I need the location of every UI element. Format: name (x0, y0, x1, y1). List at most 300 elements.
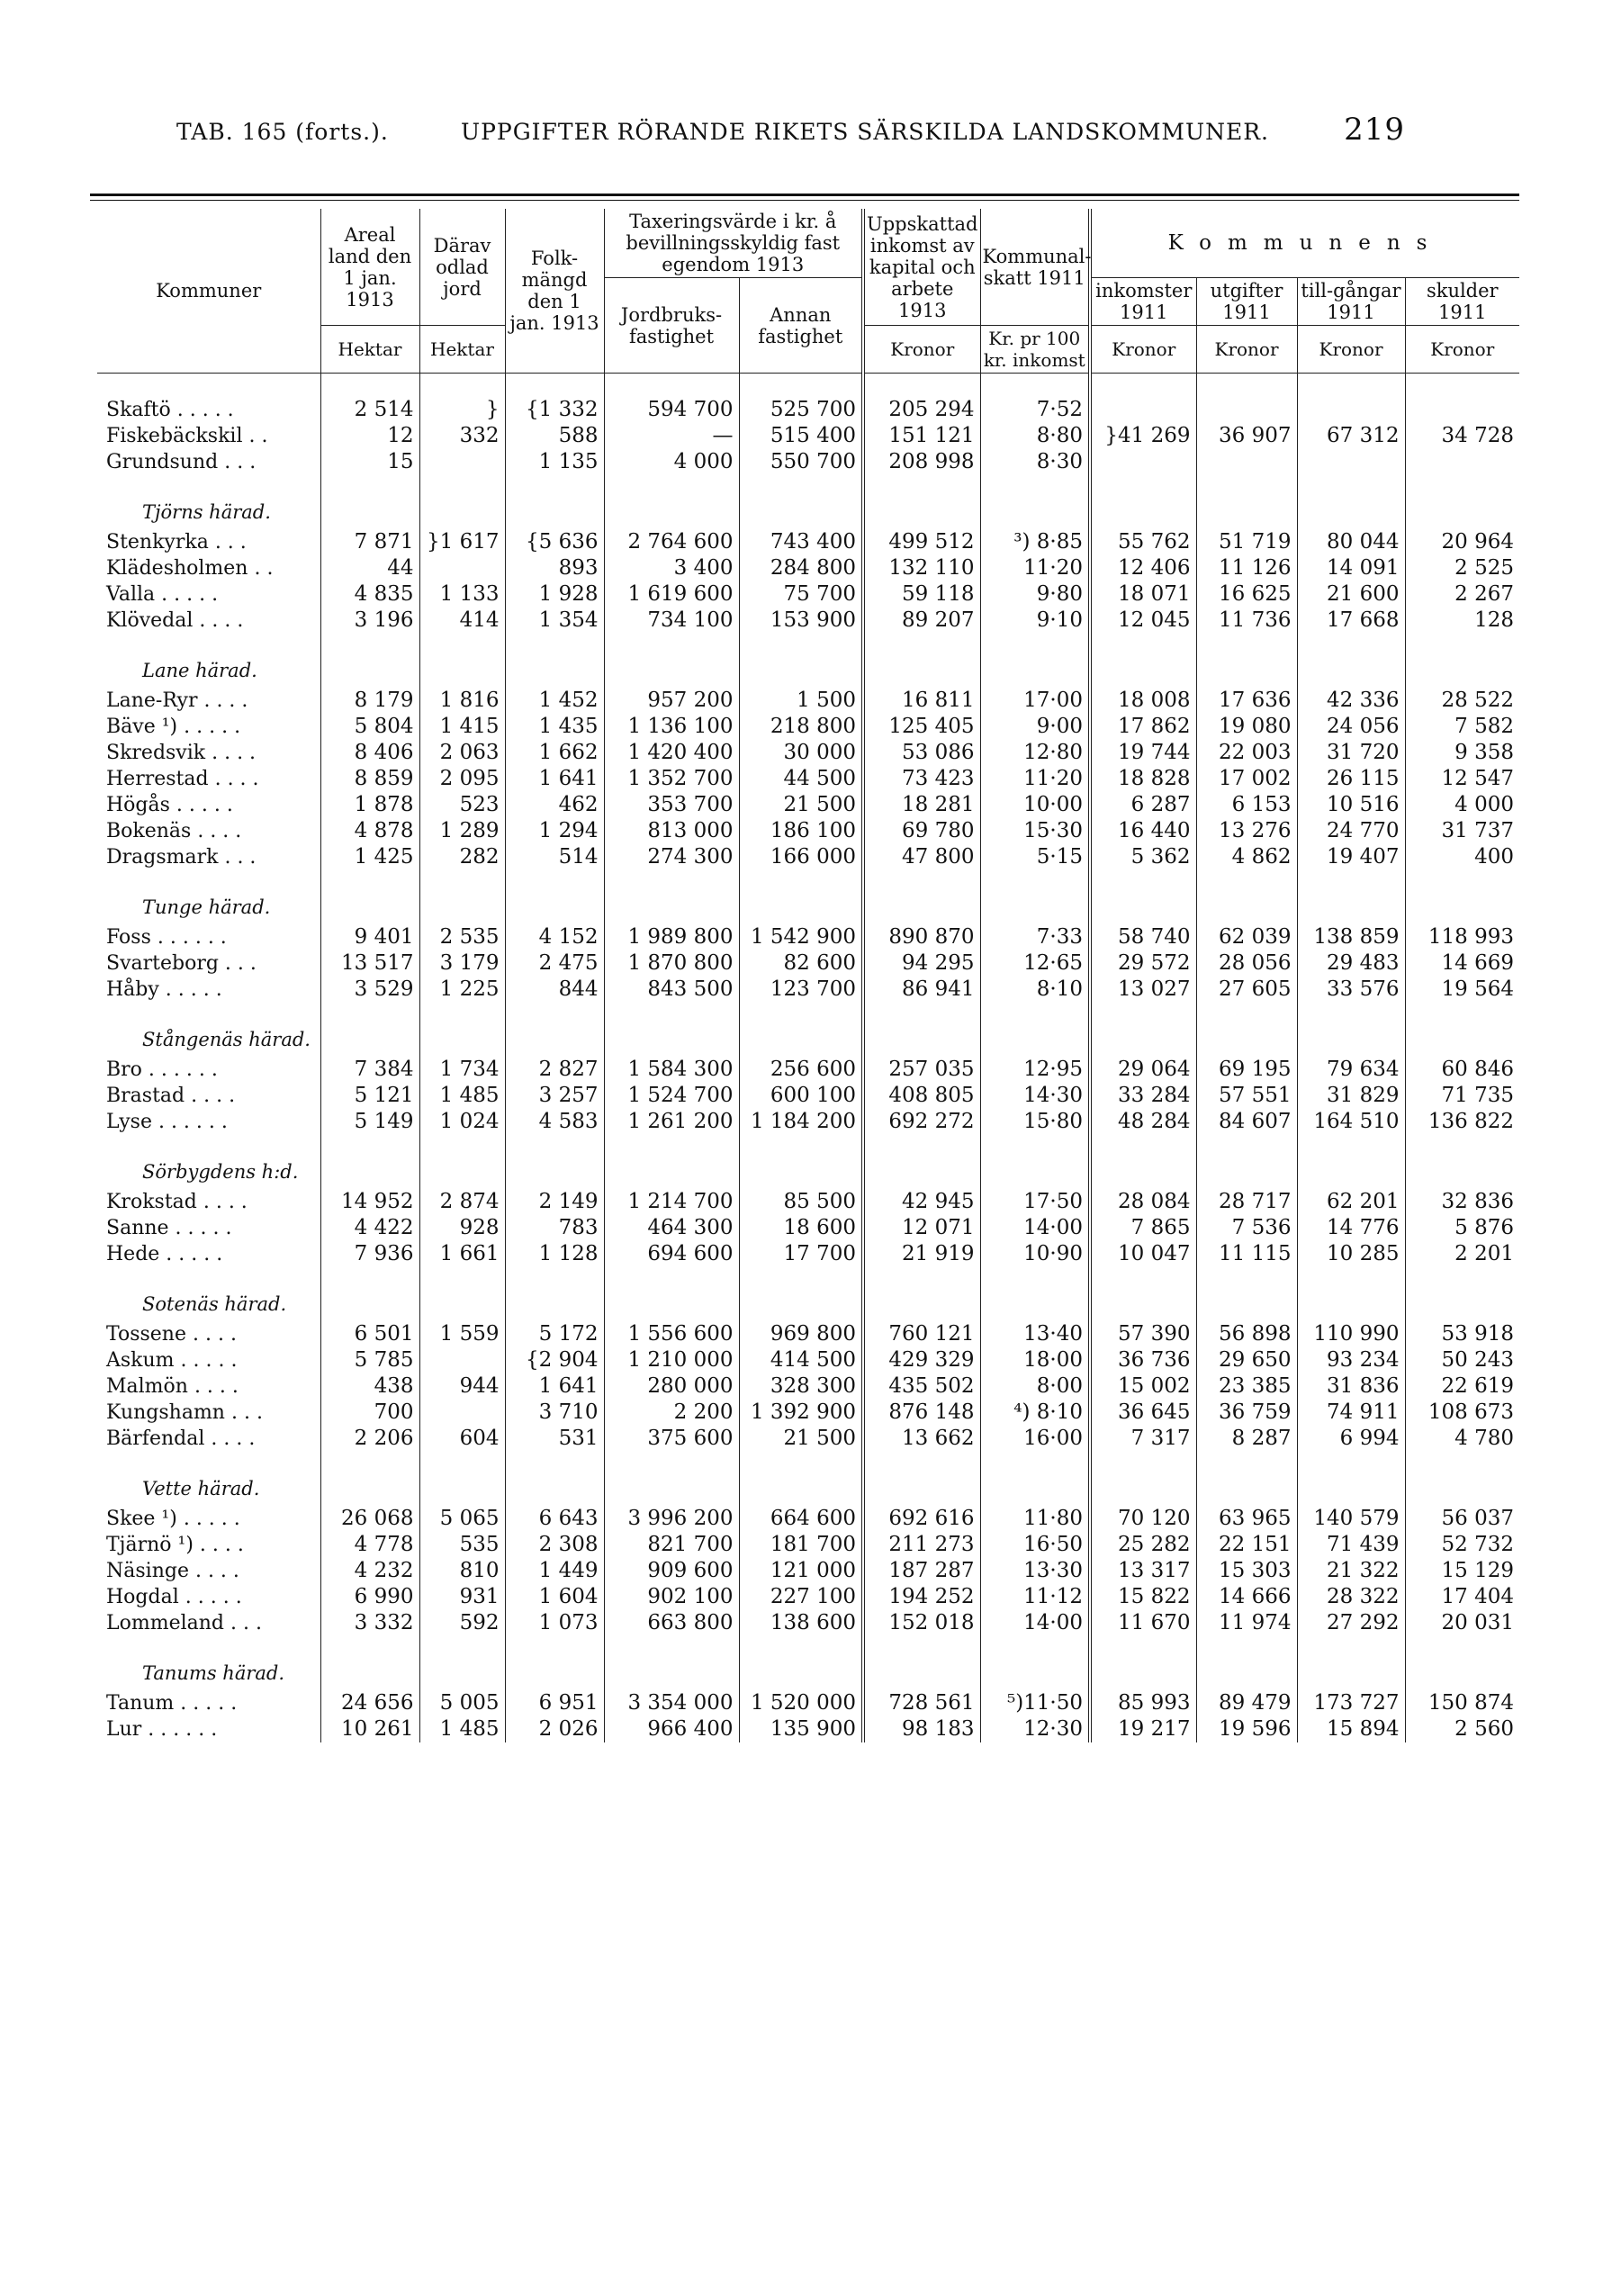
col-tax-group: Taxeringsvärde i kr. å bevillningsskyldig fast egendom 1913 (604, 209, 863, 278)
cell-jord: 2 764 600 (604, 529, 739, 555)
cell-utg (1196, 397, 1297, 423)
cell-areal: 7 871 (320, 529, 419, 555)
cell-utg: 16 625 (1196, 581, 1297, 608)
cell-skatt: 14·00 (980, 1215, 1090, 1241)
cell-folk: 1 135 (505, 449, 604, 475)
cell-skuld: 32 836 (1405, 1189, 1519, 1215)
cell-utg: 28 717 (1196, 1189, 1297, 1215)
cell-uppsk: 257 035 (863, 1057, 980, 1083)
cell-areal: 1 425 (320, 844, 419, 870)
cell-areal: 24 656 (320, 1690, 419, 1716)
cell-utg (1196, 449, 1297, 475)
district-filler (320, 1003, 419, 1057)
cell-ink: 19 744 (1090, 740, 1196, 766)
col-kommunens (1090, 209, 1519, 278)
spacer-cell (863, 374, 980, 398)
district-row (97, 1003, 1519, 1057)
cell-uppsk: 47 800 (863, 844, 980, 870)
col-jord: Jordbruks-fastighet (604, 278, 739, 374)
cell-utg: 7 536 (1196, 1215, 1297, 1241)
cell-folk: 2 475 (505, 950, 604, 977)
cell-areal: 5 785 (320, 1347, 419, 1373)
district-filler (863, 870, 980, 924)
district-filler (863, 1003, 980, 1057)
cell-annan: 743 400 (739, 529, 863, 555)
kommun-name: Malmön . . . . (106, 1375, 239, 1398)
cell-skuld: 22 619 (1405, 1373, 1519, 1400)
district-filler (505, 634, 604, 688)
cell-areal: 8 859 (320, 766, 419, 792)
table-row (97, 818, 1519, 844)
cell-odlad: 928 (419, 1215, 505, 1241)
cell-ink: 15 822 (1090, 1584, 1196, 1610)
district-filler (863, 1452, 980, 1506)
kommun-name: Skee ¹) . . . . . (106, 1508, 240, 1530)
cell-skatt: 10·90 (980, 1241, 1090, 1267)
kommun-name: Bäve ¹) . . . . . (106, 716, 241, 738)
cell-annan: 550 700 (739, 449, 863, 475)
district-filler (980, 1267, 1090, 1321)
district-filler (1090, 475, 1196, 529)
cell-folk: 1 449 (505, 1558, 604, 1584)
spacer-cell (739, 374, 863, 398)
cell-uppsk: 408 805 (863, 1083, 980, 1109)
cell-areal: 5 121 (320, 1083, 419, 1109)
cell-jord: 843 500 (604, 977, 739, 1003)
header-rule (90, 194, 1519, 196)
district-filler (863, 1267, 980, 1321)
cell-folk: {2 904 (505, 1347, 604, 1373)
district-row (97, 634, 1519, 688)
cell-areal: 26 068 (320, 1506, 419, 1532)
cell-annan: 218 800 (739, 714, 863, 740)
cell-odlad: }1 617 (419, 529, 505, 555)
cell-folk: 588 (505, 423, 604, 449)
kommun-name: Näsinge . . . . (106, 1560, 239, 1582)
cell-skatt: 15·80 (980, 1109, 1090, 1135)
cell-annan: 138 600 (739, 1610, 863, 1636)
kommun-name: Högås . . . . . (106, 794, 233, 816)
kommun-name: Hogdal . . . . . (106, 1586, 242, 1608)
col-annan: Annan fastighet (739, 278, 863, 374)
district-filler (320, 1636, 419, 1690)
cell-uppsk: 89 207 (863, 608, 980, 634)
cell-skatt: 17·50 (980, 1189, 1090, 1215)
cell-utg: 57 551 (1196, 1083, 1297, 1109)
cell-utg: 8 287 (1196, 1426, 1297, 1452)
col-utg: utgifter 1911 (1196, 278, 1297, 326)
cell-utg: 14 666 (1196, 1584, 1297, 1610)
cell-odlad: 1 133 (419, 581, 505, 608)
cell-skatt: 15·30 (980, 818, 1090, 844)
cell-till: 21 600 (1297, 581, 1405, 608)
cell-areal: 438 (320, 1373, 419, 1400)
district-filler (1405, 1452, 1519, 1506)
cell-skuld: 150 874 (1405, 1690, 1519, 1716)
district-filler (505, 870, 604, 924)
cell-ink: 57 390 (1090, 1321, 1196, 1347)
cell-ink: 13 317 (1090, 1558, 1196, 1584)
district-filler (1297, 1003, 1405, 1057)
table-label: TAB. 165 (forts.). (176, 119, 389, 145)
cell-annan: 525 700 (739, 397, 863, 423)
cell-jord: 1 214 700 (604, 1189, 739, 1215)
cell-odlad: 1 289 (419, 818, 505, 844)
table-row (97, 1373, 1519, 1400)
kommunens-label: Kommunens (1167, 231, 1444, 255)
cell-folk: 844 (505, 977, 604, 1003)
district-filler (1405, 475, 1519, 529)
cell-uppsk: 187 287 (863, 1558, 980, 1584)
cell-uppsk: 13 662 (863, 1426, 980, 1452)
cell-jord: 957 200 (604, 688, 739, 714)
cell-skatt: 16·50 (980, 1532, 1090, 1558)
cell-till: 6 994 (1297, 1426, 1405, 1452)
cell-jord: 375 600 (604, 1426, 739, 1452)
spacer-cell (419, 374, 505, 398)
kommun-name: Bokenäs . . . . (106, 820, 242, 842)
cell-utg: 19 596 (1196, 1716, 1297, 1742)
cell-utg: 69 195 (1196, 1057, 1297, 1083)
cell-jord: 1 870 800 (604, 950, 739, 977)
spacer-cell (320, 374, 419, 398)
cell-skuld: 60 846 (1405, 1057, 1519, 1083)
district-name: Lane härad. (142, 660, 257, 681)
header-row (97, 209, 1519, 278)
cell-folk: 1 294 (505, 818, 604, 844)
district-row (97, 1267, 1519, 1321)
page-number: 219 (1344, 112, 1405, 148)
spacer-cell (1297, 374, 1405, 398)
kommun-name: Sanne . . . . . (106, 1217, 232, 1239)
cell-jord: 1 989 800 (604, 924, 739, 950)
cell-jord: 902 100 (604, 1584, 739, 1610)
kommun-name: Tanum . . . . . (106, 1692, 238, 1715)
table-row (97, 1558, 1519, 1584)
cell-skatt: 8·80 (980, 423, 1090, 449)
kommun-name: Krokstad . . . . (106, 1191, 248, 1213)
cell-areal: 6 501 (320, 1321, 419, 1347)
district-filler (1196, 1135, 1297, 1189)
district-filler (419, 475, 505, 529)
cell-uppsk: 69 780 (863, 818, 980, 844)
cell-annan: 44 500 (739, 766, 863, 792)
cell-skatt: 5·15 (980, 844, 1090, 870)
spacer-cell (1196, 374, 1297, 398)
cell-folk: {1 332 (505, 397, 604, 423)
cell-annan: 1 392 900 (739, 1400, 863, 1426)
cell-odlad: 1 734 (419, 1057, 505, 1083)
cell-utg: 11 974 (1196, 1610, 1297, 1636)
cell-skuld: 34 728 (1405, 423, 1519, 449)
district-filler (1405, 1636, 1519, 1690)
cell-annan: 186 100 (739, 818, 863, 844)
district-filler (1090, 1135, 1196, 1189)
cell-utg: 63 965 (1196, 1506, 1297, 1532)
district-filler (739, 475, 863, 529)
cell-folk: 1 354 (505, 608, 604, 634)
cell-uppsk: 194 252 (863, 1584, 980, 1610)
cell-till: 14 091 (1297, 555, 1405, 581)
cell-till: 26 115 (1297, 766, 1405, 792)
cell-utg: 51 719 (1196, 529, 1297, 555)
cell-jord: 694 600 (604, 1241, 739, 1267)
cell-areal: 8 179 (320, 688, 419, 714)
cell-utg: 62 039 (1196, 924, 1297, 950)
cell-skuld: 56 037 (1405, 1506, 1519, 1532)
cell-jord: 594 700 (604, 397, 739, 423)
table-row (97, 397, 1519, 423)
table-row (97, 1506, 1519, 1532)
cell-uppsk: 435 502 (863, 1373, 980, 1400)
kommun-name: Tjärnö ¹) . . . . (106, 1534, 244, 1556)
district-filler (980, 1636, 1090, 1690)
cell-odlad: 1 661 (419, 1241, 505, 1267)
cell-skuld: 20 031 (1405, 1610, 1519, 1636)
header-rule-thin (90, 200, 1519, 201)
cell-skatt: 14·30 (980, 1083, 1090, 1109)
district-filler (1405, 1003, 1519, 1057)
cell-areal: 2 514 (320, 397, 419, 423)
cell-skuld: 71 735 (1405, 1083, 1519, 1109)
cell-skatt: 18·00 (980, 1347, 1090, 1373)
cell-uppsk: 429 329 (863, 1347, 980, 1373)
district-filler (320, 870, 419, 924)
cell-utg: 23 385 (1196, 1373, 1297, 1400)
cell-till: 10 516 (1297, 792, 1405, 818)
cell-odlad: 332 (419, 423, 505, 449)
district-filler (980, 1135, 1090, 1189)
cell-odlad: 2 874 (419, 1189, 505, 1215)
district-name: Tunge härad. (142, 896, 271, 918)
col-folk: Folk-mängd den 1 jan. 1913 (505, 209, 604, 374)
cell-areal: 9 401 (320, 924, 419, 950)
cell-ink: 29 064 (1090, 1057, 1196, 1083)
district-filler (1297, 1135, 1405, 1189)
cell-skatt: 11·20 (980, 555, 1090, 581)
cell-odlad: 1 816 (419, 688, 505, 714)
spacer-cell (1405, 374, 1519, 398)
district-name: Sörbygdens h:d. (142, 1161, 299, 1183)
district-filler (1090, 1267, 1196, 1321)
cell-utg: 11 115 (1196, 1241, 1297, 1267)
cell-skuld: 400 (1405, 844, 1519, 870)
cell-utg: 28 056 (1196, 950, 1297, 977)
cell-odlad: 944 (419, 1373, 505, 1400)
cell-folk: 893 (505, 555, 604, 581)
cell-till: 31 720 (1297, 740, 1405, 766)
cell-till: 138 859 (1297, 924, 1405, 950)
cell-ink: 18 008 (1090, 688, 1196, 714)
cell-till: 93 234 (1297, 1347, 1405, 1373)
spacer-cell (1090, 374, 1196, 398)
cell-areal: 6 990 (320, 1584, 419, 1610)
cell-areal: 5 804 (320, 714, 419, 740)
cell-annan: 328 300 (739, 1373, 863, 1400)
district-filler (320, 475, 419, 529)
cell-folk: 6 643 (505, 1506, 604, 1532)
cell-areal: 12 (320, 423, 419, 449)
cell-jord: 663 800 (604, 1610, 739, 1636)
cell-folk: 4 583 (505, 1109, 604, 1135)
kommun-name: Skredsvik . . . . (106, 742, 257, 764)
cell-skatt: 10·00 (980, 792, 1090, 818)
cell-folk: 1 662 (505, 740, 604, 766)
cell-jord: 464 300 (604, 1215, 739, 1241)
cell-till: 17 668 (1297, 608, 1405, 634)
table-row (97, 714, 1519, 740)
cell-folk: 1 073 (505, 1610, 604, 1636)
cell-skuld: 2 267 (1405, 581, 1519, 608)
cell-skuld: 2 201 (1405, 1241, 1519, 1267)
cell-odlad: 592 (419, 1610, 505, 1636)
cell-ink (1090, 397, 1196, 423)
cell-annan: 75 700 (739, 581, 863, 608)
kommun-name: Herrestad . . . . (106, 768, 259, 790)
district-row (97, 1636, 1519, 1690)
table-row (97, 1321, 1519, 1347)
table-row (97, 423, 1519, 449)
cell-skatt: 13·40 (980, 1321, 1090, 1347)
cell-ink: 29 572 (1090, 950, 1196, 977)
cell-till: 21 322 (1297, 1558, 1405, 1584)
cell-odlad: 5 065 (419, 1506, 505, 1532)
spacer-cell (980, 374, 1090, 398)
kommun-name: Skaftö . . . . . (106, 399, 234, 421)
district-filler (1196, 634, 1297, 688)
cell-till: 24 770 (1297, 818, 1405, 844)
page-header (176, 112, 1405, 164)
cell-odlad: 1 024 (419, 1109, 505, 1135)
cell-skatt: 7·33 (980, 924, 1090, 950)
cell-uppsk: 12 071 (863, 1215, 980, 1241)
col-skuld: skulder 1911 (1405, 278, 1519, 326)
table-row (97, 608, 1519, 634)
cell-till: 71 439 (1297, 1532, 1405, 1558)
cell-utg: 17 002 (1196, 766, 1297, 792)
cell-folk: 3 710 (505, 1400, 604, 1426)
cell-folk: 4 152 (505, 924, 604, 950)
table-row (97, 1215, 1519, 1241)
cell-till: 31 836 (1297, 1373, 1405, 1400)
cell-uppsk: 132 110 (863, 555, 980, 581)
district-filler (320, 1135, 419, 1189)
cell-skatt: 17·00 (980, 688, 1090, 714)
kommun-name: Håby . . . . . (106, 978, 222, 1001)
table-row (97, 529, 1519, 555)
cell-odlad: 1 559 (419, 1321, 505, 1347)
unit-till: Kronor (1297, 326, 1405, 374)
cell-till: 31 829 (1297, 1083, 1405, 1109)
cell-skatt: 11·20 (980, 766, 1090, 792)
cell-jord: 1 136 100 (604, 714, 739, 740)
cell-folk: 1 128 (505, 1241, 604, 1267)
cell-skuld: 9 358 (1405, 740, 1519, 766)
cell-till: 74 911 (1297, 1400, 1405, 1426)
cell-annan: 21 500 (739, 792, 863, 818)
cell-skuld: 4 780 (1405, 1426, 1519, 1452)
cell-uppsk: 152 018 (863, 1610, 980, 1636)
cell-jord: 1 619 600 (604, 581, 739, 608)
cell-till: 173 727 (1297, 1690, 1405, 1716)
unit-ink: Kronor (1090, 326, 1196, 374)
kommun-name: Askum . . . . . (106, 1349, 238, 1372)
cell-till: 80 044 (1297, 529, 1405, 555)
table-row (97, 688, 1519, 714)
cell-odlad: } (419, 397, 505, 423)
unit-areal: Hektar (320, 326, 419, 374)
cell-ink: 16 440 (1090, 818, 1196, 844)
cell-ink: 7 317 (1090, 1426, 1196, 1452)
cell-annan: 85 500 (739, 1189, 863, 1215)
district-filler (1090, 634, 1196, 688)
cell-folk: 2 827 (505, 1057, 604, 1083)
cell-utg: 29 650 (1196, 1347, 1297, 1373)
cell-skatt: 12·80 (980, 740, 1090, 766)
cell-annan: 82 600 (739, 950, 863, 977)
cell-annan: 1 520 000 (739, 1690, 863, 1716)
table-row (97, 792, 1519, 818)
district-filler (419, 1135, 505, 1189)
cell-skuld: 19 564 (1405, 977, 1519, 1003)
cell-areal: 4 878 (320, 818, 419, 844)
unit-skatt: Kr. pr 100 kr. inkomst (980, 326, 1090, 374)
cell-ink: 15 002 (1090, 1373, 1196, 1400)
table-row (97, 1347, 1519, 1373)
cell-skuld: 52 732 (1405, 1532, 1519, 1558)
cell-skuld: 20 964 (1405, 529, 1519, 555)
cell-odlad (419, 1400, 505, 1426)
cell-skatt: 9·80 (980, 581, 1090, 608)
cell-uppsk: 73 423 (863, 766, 980, 792)
cell-ink: 33 284 (1090, 1083, 1196, 1109)
table-row (97, 1083, 1519, 1109)
cell-annan: 181 700 (739, 1532, 863, 1558)
statistics-table (97, 209, 1519, 1742)
district-filler (419, 1452, 505, 1506)
cell-annan: 515 400 (739, 423, 863, 449)
district-filler (739, 1135, 863, 1189)
kommun-name: Tossene . . . . (106, 1323, 237, 1346)
cell-areal: 5 149 (320, 1109, 419, 1135)
district-name: Tanums härad. (142, 1662, 285, 1684)
cell-utg: 22 151 (1196, 1532, 1297, 1558)
cell-areal: 7 936 (320, 1241, 419, 1267)
cell-uppsk: 890 870 (863, 924, 980, 950)
cell-till: 10 285 (1297, 1241, 1405, 1267)
district-filler (739, 1452, 863, 1506)
kommun-name: Bro . . . . . . (106, 1058, 218, 1081)
cell-annan: 1 542 900 (739, 924, 863, 950)
cell-utg: 13 276 (1196, 818, 1297, 844)
cell-till: 24 056 (1297, 714, 1405, 740)
cell-folk: 5 172 (505, 1321, 604, 1347)
cell-jord: 3 996 200 (604, 1506, 739, 1532)
cell-utg: 6 153 (1196, 792, 1297, 818)
district-row (97, 870, 1519, 924)
unit-utg: Kronor (1196, 326, 1297, 374)
cell-jord: 1 524 700 (604, 1083, 739, 1109)
district-filler (1405, 634, 1519, 688)
district-filler (980, 475, 1090, 529)
cell-odlad: 5 005 (419, 1690, 505, 1716)
cell-annan: 21 500 (739, 1426, 863, 1452)
cell-skatt: 12·95 (980, 1057, 1090, 1083)
cell-uppsk: 205 294 (863, 397, 980, 423)
district-row (97, 1135, 1519, 1189)
cell-odlad: 1 485 (419, 1083, 505, 1109)
cell-uppsk: 692 272 (863, 1109, 980, 1135)
